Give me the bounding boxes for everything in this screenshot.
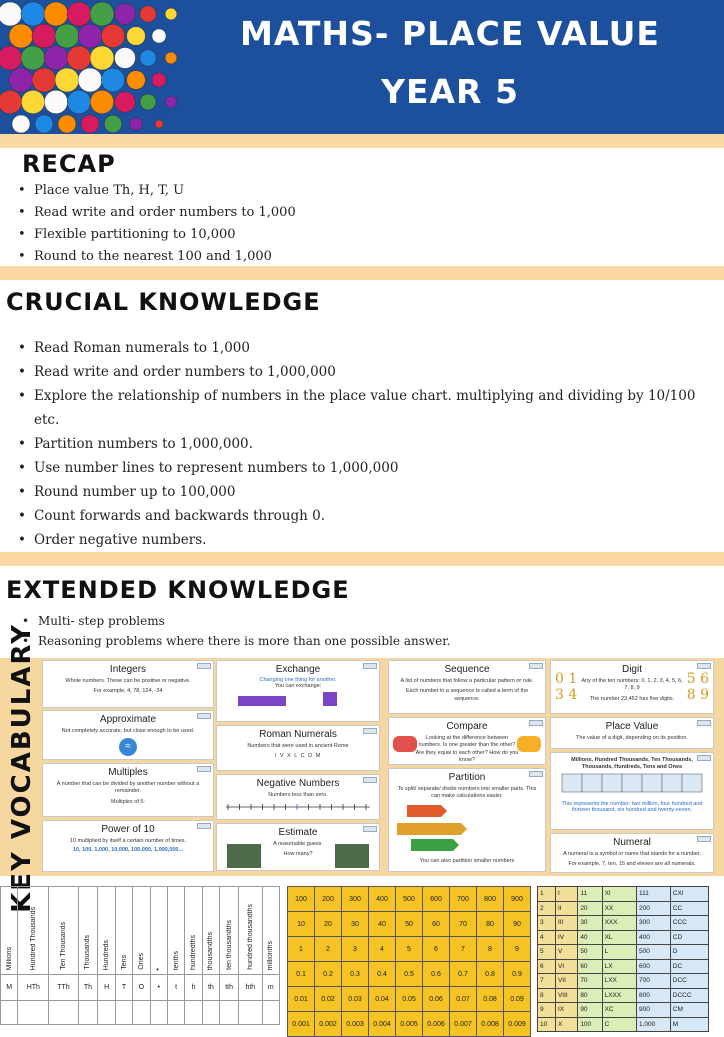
pv-header-cell: hundredths <box>185 887 202 975</box>
counter-disc <box>0 2 22 26</box>
grid-cell: 7 <box>450 937 477 962</box>
grid-cell: 0.009 <box>504 1012 531 1037</box>
vocab-card-exchange: Exchange Changing one thing for another. You can exchange: <box>216 660 380 722</box>
page-subtitle: YEAR 5 <box>381 72 519 111</box>
pv-abbrev-cell: Th <box>78 975 98 1001</box>
pv-blank-cell <box>98 1001 115 1025</box>
counter-disc <box>90 2 114 26</box>
grid-cell: 60 <box>423 912 450 937</box>
vocab-card-place-value: Place Value The value of a digit, depending on its position. <box>550 717 714 749</box>
roman-cell: 1 <box>538 887 556 902</box>
vocab-card-sequence: Sequence A list of numbers that follow a particular pattern or rule. Each number in a sequence is called a term of the sequence. <box>388 660 546 714</box>
vocab-card-digit: Digit Any of the ten numbers: 0, 1, 2, 3, 4, 5, 6, 7, 8, 9 The number 23,452 has five digits. 0 1 3 4 5 6 8 9 <box>550 660 714 714</box>
pv-blank-cell <box>239 1001 262 1025</box>
vocab-card-compare: Compare Looking at the difference between numbers. Is one greater than the other? Are they equal to each other? How do you know? <box>388 717 546 765</box>
grid-cell: 0.09 <box>504 987 531 1012</box>
counter-disc <box>21 46 45 70</box>
grid-cell: 1 <box>288 937 315 962</box>
roman-cell: D <box>670 945 708 960</box>
place-value-chart <box>0 886 280 1025</box>
counter-disc <box>67 90 91 114</box>
counter-disc <box>35 115 53 133</box>
counter-disc <box>67 2 91 26</box>
counter-disc <box>55 68 79 92</box>
pv-blank-cell <box>115 1001 132 1025</box>
roman-cell: 111 <box>636 887 670 902</box>
vocab-card-numeral: Numeral A numeral is a symbol or name that stands for a number. For example, 7, ten, 15 and eleven are all numerals. <box>550 833 714 873</box>
roman-numerals-table <box>537 886 709 1032</box>
pv-blank-cell <box>202 1001 219 1025</box>
counter-disc <box>115 4 136 25</box>
pv-abbrev-cell: hth <box>239 975 262 1001</box>
roman-cell: XX <box>602 901 636 916</box>
counter-disc <box>81 115 99 133</box>
roman-cell: 900 <box>636 1003 670 1018</box>
grid-cell: 0.004 <box>369 1012 396 1037</box>
counter-disc <box>44 2 68 26</box>
pv-header-cell: Millions <box>1 887 18 975</box>
roman-cell: CD <box>670 930 708 945</box>
counter-disc <box>32 68 56 92</box>
grid-cell: 0.002 <box>315 1012 342 1037</box>
roman-cell: DCCC <box>670 988 708 1003</box>
counter-disc <box>127 71 146 90</box>
pv-header-cell: hundred thousandths <box>239 887 262 975</box>
counter-disc <box>21 90 45 114</box>
grid-cell: 600 <box>423 887 450 912</box>
crucial-heading: CRUCIAL KNOWLEDGE <box>6 288 321 316</box>
grid-cell: 8 <box>477 937 504 962</box>
roman-cell: 700 <box>636 974 670 989</box>
pv-mini-cell <box>582 774 602 792</box>
divider-stripe <box>0 552 724 566</box>
roman-cell: 9 <box>538 1003 556 1018</box>
partition-arrows-icon <box>389 801 545 853</box>
vocabulary-label: KEY VOCABULARY <box>7 623 37 913</box>
vocab-card-negative-numbers: Negative Numbers Numbers less than zero. <box>216 774 380 820</box>
roman-cell: LXXX <box>602 988 636 1003</box>
counter-disc <box>78 24 102 48</box>
roman-cell: 60 <box>578 959 602 974</box>
counter-disc <box>0 46 22 70</box>
pv-header-cell: Ones <box>133 887 150 975</box>
pv-header-cell: tenths <box>167 887 184 975</box>
recap-list <box>18 180 296 268</box>
roman-cell: VII <box>555 974 577 989</box>
counter-disc <box>104 115 121 132</box>
counter-disc <box>90 46 114 70</box>
roman-cell: II <box>555 901 577 916</box>
pv-blank-cell <box>150 1001 167 1025</box>
list-item: • Multi- step problems <box>22 611 450 631</box>
list-item: • Read write and order numbers to 1,000,000 <box>18 360 708 384</box>
grid-cell: 0.03 <box>342 987 369 1012</box>
list-item: • Flexible partitioning to 10,000 <box>18 224 296 246</box>
counters-image <box>0 0 180 134</box>
roman-cell: IV <box>555 930 577 945</box>
roman-cell: 1,000 <box>636 1017 670 1032</box>
pv-abbrev-cell: HTh <box>18 975 49 1001</box>
grid-cell: 700 <box>450 887 477 912</box>
roman-cell: XI <box>602 887 636 902</box>
vocab-card-integers: Integers Whole numbers. These can be positive or negative. For example, 4, 78, 124, -34 <box>42 660 214 708</box>
list-item: • Read Roman numerals to 1,000 <box>18 336 708 360</box>
vocab-card-power-of-10: Power of 10 10 multiplied by itself a certain number of times. 10, 100, 1,000, 10,000, 100,000, 1,000,000... <box>42 820 214 872</box>
pv-abbrev-cell: TTh <box>49 975 78 1001</box>
roman-cell: C <box>602 1017 636 1032</box>
counter-disc <box>152 29 166 43</box>
place-value-table-icon <box>552 772 712 794</box>
roman-cell: VIII <box>555 988 577 1003</box>
pv-header-cell: millionths <box>262 887 280 975</box>
counter-disc <box>127 27 146 46</box>
counter-disc <box>0 90 22 114</box>
recap-heading: RECAP <box>22 150 116 178</box>
roman-cell: LXX <box>602 974 636 989</box>
pv-header-cell: Tens <box>115 887 132 975</box>
grid-cell: 400 <box>369 887 396 912</box>
grid-cell: 0.2 <box>315 962 342 987</box>
pv-abbrev-cell: h <box>185 975 202 1001</box>
roman-cell: 10 <box>538 1017 556 1032</box>
pv-header-cell: • <box>150 887 167 975</box>
grid-cell: 0.05 <box>396 987 423 1012</box>
grid-cell: 0.04 <box>369 987 396 1012</box>
counter-disc <box>165 8 177 20</box>
pv-blank-cell <box>49 1001 78 1025</box>
crucial-list <box>18 336 708 552</box>
counter-disc <box>44 90 68 114</box>
grid-cell: 0.8 <box>477 962 504 987</box>
roman-cell: 30 <box>578 916 602 931</box>
counter-disc <box>9 68 33 92</box>
grid-cell: 0.4 <box>369 962 396 987</box>
divider-stripe <box>0 266 724 280</box>
pv-header-cell: Ten Thousands <box>49 887 78 975</box>
pv-abbrev-cell: t <box>167 975 184 1001</box>
grid-cell: 500 <box>396 887 423 912</box>
roman-cell: 50 <box>578 945 602 960</box>
roman-cell: XXX <box>602 916 636 931</box>
roman-cell: 7 <box>538 974 556 989</box>
counter-disc <box>101 68 124 91</box>
estimate-image-right <box>335 844 369 868</box>
grid-cell: 0.07 <box>450 987 477 1012</box>
list-item: • Round to the nearest 100 and 1,000 <box>18 246 296 268</box>
grid-cell: 10 <box>288 912 315 937</box>
pv-mini-cell <box>682 774 702 792</box>
counter-disc <box>165 52 177 64</box>
number-line-icon <box>218 799 378 815</box>
vocab-card-place-value-chart: Millions, Hundred Thousands, Ten Thousands, Thousands, Hundreds, Tens and Ones This represents the number: two million, four hundred and thirteen thousand, six hundred and twenty-seven. <box>550 752 714 830</box>
list-item: • Place value Th, H, T, U <box>18 180 296 202</box>
grid-cell: 800 <box>477 887 504 912</box>
counter-disc <box>21 2 45 26</box>
counter-disc <box>115 92 136 113</box>
roman-cell: DC <box>670 959 708 974</box>
roman-cell: DCC <box>670 974 708 989</box>
digits-right-icon: 5 6 8 9 <box>686 671 709 703</box>
list-item: • Count forwards and backwards through 0. <box>18 504 708 528</box>
vocab-card-partition: Partition To split/ separate/ divide numbers into smaller parts. This can make calculations easier. You can also partition smaller numbers <box>388 768 546 872</box>
pv-abbrev-cell: O <box>133 975 150 1001</box>
grid-cell: 6 <box>423 937 450 962</box>
digits-left-icon: 0 1 3 4 <box>555 671 578 703</box>
counters-left-icon <box>393 736 417 752</box>
grid-cell: 20 <box>315 912 342 937</box>
counter-disc <box>115 48 136 69</box>
grid-cell: 70 <box>450 912 477 937</box>
roman-cell: IX <box>555 1003 577 1018</box>
roman-cell: CCC <box>670 916 708 931</box>
counter-disc <box>78 68 102 92</box>
pv-blank-cell <box>133 1001 150 1025</box>
pv-abbrev-cell: M <box>1 975 18 1001</box>
grid-cell: 4 <box>369 937 396 962</box>
pv-abbrev-cell: m <box>262 975 280 1001</box>
roman-cell: M <box>670 1017 708 1032</box>
roman-cell: 600 <box>636 959 670 974</box>
list-item: • Read write and order numbers to 1,000 <box>18 202 296 224</box>
grid-cell: 3 <box>342 937 369 962</box>
grid-cell: 0.6 <box>423 962 450 987</box>
pv-abbrev-cell: th <box>202 975 219 1001</box>
roman-cell: 200 <box>636 901 670 916</box>
roman-cell: I <box>555 887 577 902</box>
counter-disc <box>165 96 176 107</box>
exchange-blocks-icon <box>218 690 378 710</box>
roman-cell: CXI <box>670 887 708 902</box>
roman-cell: 800 <box>636 988 670 1003</box>
grid-cell: 0.005 <box>396 1012 423 1037</box>
grid-cell: 80 <box>477 912 504 937</box>
roman-cell: 20 <box>578 901 602 916</box>
counter-disc <box>32 24 56 48</box>
grid-cell: 30 <box>342 912 369 937</box>
counter-disc <box>90 90 114 114</box>
list-item: • Use number lines to represent numbers to 1,000,000 <box>18 456 708 480</box>
number-grid <box>287 886 531 1037</box>
counter-disc <box>9 24 33 48</box>
divider-stripe <box>0 134 724 148</box>
roman-cell: 70 <box>578 974 602 989</box>
counter-disc <box>101 24 124 47</box>
grid-cell: 0.003 <box>342 1012 369 1037</box>
grid-cell: 100 <box>288 887 315 912</box>
grid-cell: 0.006 <box>423 1012 450 1037</box>
grid-cell: 0.007 <box>450 1012 477 1037</box>
list-item: • Partition numbers to 1,000,000. <box>18 432 708 456</box>
grid-cell: 9 <box>504 937 531 962</box>
grid-cell: 50 <box>396 912 423 937</box>
counter-disc <box>44 46 68 70</box>
pv-blank-cell <box>1 1001 18 1025</box>
pv-mini-cell <box>562 774 582 792</box>
grid-cell: 0.06 <box>423 987 450 1012</box>
grid-cell: 0.01 <box>288 987 315 1012</box>
roman-cell: 11 <box>578 887 602 902</box>
roman-cell: VI <box>555 959 577 974</box>
counter-disc <box>152 73 166 87</box>
list-item: • Explore the relationship of numbers in the place value chart. multiplying and dividing by 10/100 etc. <box>18 384 708 432</box>
page-title: MATHS- PLACE VALUE <box>240 14 660 53</box>
roman-cell: CC <box>670 901 708 916</box>
roman-cell: XL <box>602 930 636 945</box>
list-item: • Round number up to 100,000 <box>18 480 708 504</box>
grid-cell: 0.5 <box>396 962 423 987</box>
counter-disc <box>140 94 156 110</box>
pv-blank-cell <box>78 1001 98 1025</box>
pv-abbrev-cell: tth <box>220 975 239 1001</box>
roman-cell: 500 <box>636 945 670 960</box>
pv-mini-cell <box>662 774 682 792</box>
pv-mini-cell <box>642 774 662 792</box>
counter-disc <box>155 120 163 128</box>
grid-cell: 0.9 <box>504 962 531 987</box>
roman-cell: 80 <box>578 988 602 1003</box>
estimate-image-left <box>227 844 261 868</box>
pv-header-cell: ten thousandths <box>220 887 239 975</box>
grid-cell: 900 <box>504 887 531 912</box>
roman-cell: 6 <box>538 959 556 974</box>
vocab-card-approximate: Approximate Not completely accurate, but close enough to be used. ≈ <box>42 710 214 760</box>
counter-disc <box>140 50 156 66</box>
counter-disc <box>130 118 143 131</box>
pv-abbrev-cell: • <box>150 975 167 1001</box>
pv-header-cell: Hundreds <box>98 887 115 975</box>
pv-header-cell: thousandths <box>202 887 219 975</box>
extended-heading: EXTENDED KNOWLEDGE <box>6 576 350 604</box>
vocab-card-estimate: Estimate A reasonable guess. How many? <box>216 823 380 871</box>
grid-cell: 2 <box>315 937 342 962</box>
approx-icon: ≈ <box>119 738 137 756</box>
counters-right-icon <box>517 736 541 752</box>
grid-cell: 40 <box>369 912 396 937</box>
roman-cell: 90 <box>578 1003 602 1018</box>
roman-cell: 5 <box>538 945 556 960</box>
pv-header-cell: Thousands <box>78 887 98 975</box>
counter-disc <box>12 115 30 133</box>
pv-blank-cell <box>262 1001 280 1025</box>
grid-cell: 0.08 <box>477 987 504 1012</box>
roman-cell: III <box>555 916 577 931</box>
grid-cell: 0.1 <box>288 962 315 987</box>
extended-list <box>22 611 450 651</box>
pv-blank-cell <box>18 1001 49 1025</box>
grid-cell: 0.001 <box>288 1012 315 1037</box>
roman-cell: L <box>602 945 636 960</box>
counter-disc <box>140 6 156 22</box>
list-item: • Reasoning problems where there is more than one possible answer. <box>22 631 450 651</box>
grid-cell: 300 <box>342 887 369 912</box>
roman-cell: V <box>555 945 577 960</box>
grid-cell: 0.7 <box>450 962 477 987</box>
roman-cell: LX <box>602 959 636 974</box>
pv-abbrev-cell: T <box>115 975 132 1001</box>
vocab-card-roman-numerals: Roman Numerals Numbers that were used in ancient Rome I V X L C D M <box>216 725 380 771</box>
pv-blank-cell <box>220 1001 239 1025</box>
pv-blank-cell <box>167 1001 184 1025</box>
roman-cell: 2 <box>538 901 556 916</box>
pv-mini-cell <box>602 774 622 792</box>
grid-cell: 0.3 <box>342 962 369 987</box>
roman-cell: 300 <box>636 916 670 931</box>
list-item: • Order negative numbers. <box>18 528 708 552</box>
roman-cell: X <box>555 1017 577 1032</box>
roman-cell: 40 <box>578 930 602 945</box>
vocab-card-multiples: Multiples A number that can be divided by another number without a remainder. Multiples of 5: <box>42 763 214 817</box>
grid-cell: 0.02 <box>315 987 342 1012</box>
roman-cell: 4 <box>538 930 556 945</box>
pv-header-cell: Hundred Thousands <box>18 887 49 975</box>
grid-cell: 200 <box>315 887 342 912</box>
pv-blank-cell <box>185 1001 202 1025</box>
counter-disc <box>58 115 76 133</box>
grid-cell: 5 <box>396 937 423 962</box>
roman-cell: 100 <box>578 1017 602 1032</box>
counter-disc <box>55 24 79 48</box>
pv-abbrev-cell: H <box>98 975 115 1001</box>
roman-cell: 400 <box>636 930 670 945</box>
roman-cell: 3 <box>538 916 556 931</box>
roman-cell: 8 <box>538 988 556 1003</box>
grid-cell: 0.008 <box>477 1012 504 1037</box>
counter-disc <box>67 46 91 70</box>
roman-cell: XC <box>602 1003 636 1018</box>
roman-cell: CM <box>670 1003 708 1018</box>
pv-mini-cell <box>622 774 642 792</box>
grid-cell: 90 <box>504 912 531 937</box>
